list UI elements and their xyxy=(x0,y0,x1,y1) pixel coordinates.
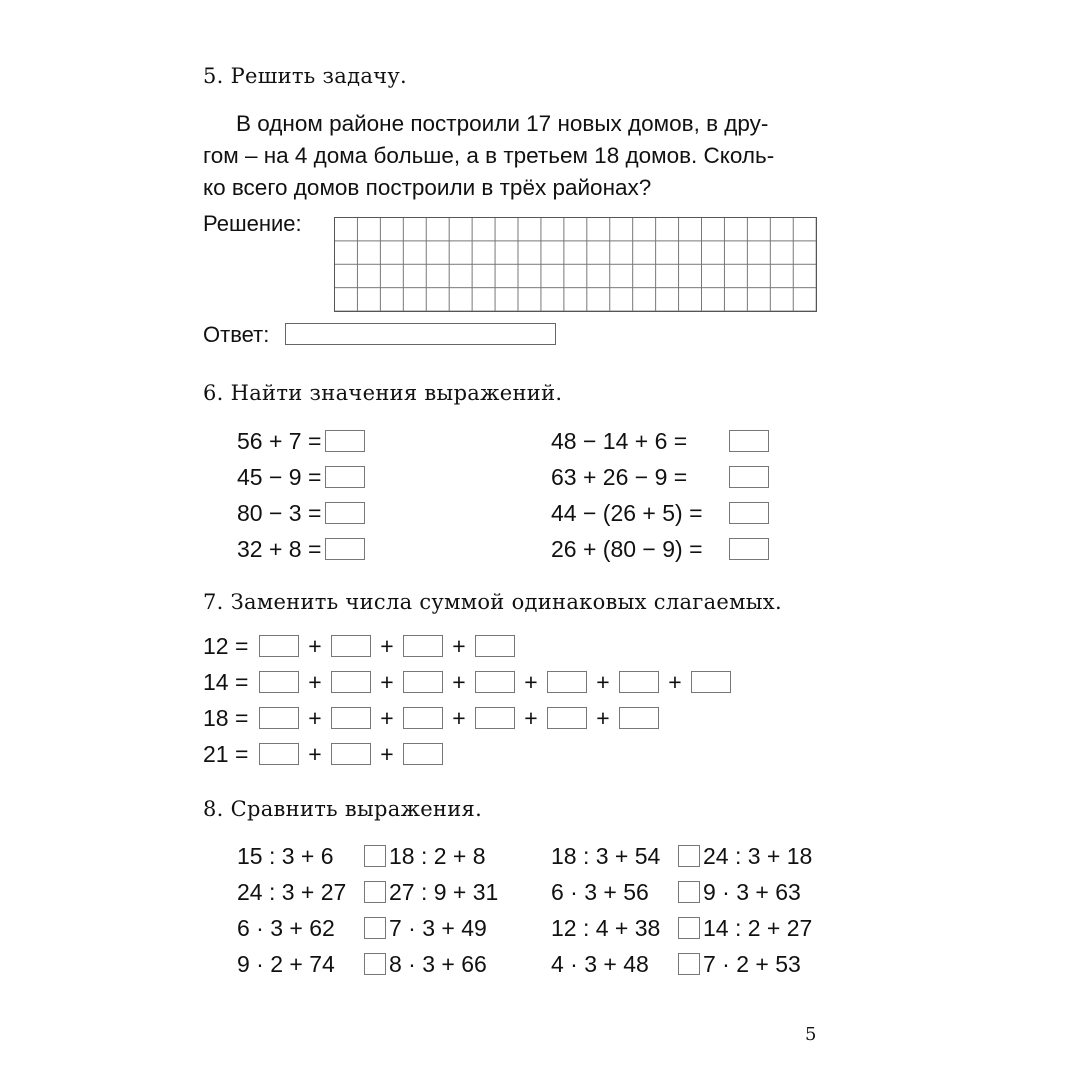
answer-label: Ответ: xyxy=(203,322,270,347)
expression-right: 24 : 3 + 18 xyxy=(703,842,813,869)
task8-left-column xyxy=(237,838,498,982)
expression-left: 4 · 3 + 48 xyxy=(551,950,649,977)
sum-row xyxy=(203,700,731,736)
problem-line: В одном районе построили 17 новых домов, в дру- xyxy=(236,111,769,136)
compare-sign-box[interactable] xyxy=(678,917,700,939)
plus-sign: + xyxy=(380,668,394,695)
expression: 80 − 3 = xyxy=(237,499,322,526)
plus-sign: + xyxy=(452,704,466,731)
compare-row xyxy=(237,946,498,982)
sum-number: 18 = xyxy=(203,704,249,731)
expression-row xyxy=(237,459,365,495)
addend-box[interactable] xyxy=(259,635,299,657)
expression-left: 9 · 2 + 74 xyxy=(237,950,335,977)
plus-sign: + xyxy=(380,740,394,767)
plus-sign: + xyxy=(452,668,466,695)
addend-box[interactable] xyxy=(475,671,515,693)
compare-row xyxy=(551,910,812,946)
compare-row xyxy=(237,910,498,946)
sum-row xyxy=(203,736,731,772)
answer-box[interactable] xyxy=(325,466,365,488)
addend-box[interactable] xyxy=(331,707,371,729)
expression-left: 12 : 4 + 38 xyxy=(551,914,661,941)
expression-right: 14 : 2 + 27 xyxy=(703,914,813,941)
answer-box[interactable] xyxy=(325,502,365,524)
expression: 45 − 9 = xyxy=(237,463,322,490)
solution-label: Решение: xyxy=(203,211,302,236)
sum-number: 12 = xyxy=(203,632,249,659)
expression-row xyxy=(237,495,365,531)
answer-box[interactable] xyxy=(325,538,365,560)
compare-sign-box[interactable] xyxy=(678,953,700,975)
problem-line: гом – на 4 дома больше, а в третьем 18 домов. Сколь- xyxy=(203,143,775,168)
plus-sign: + xyxy=(380,704,394,731)
task6-right-column xyxy=(551,423,769,567)
plus-sign: + xyxy=(596,704,610,731)
addend-box[interactable] xyxy=(619,707,659,729)
compare-row xyxy=(551,874,812,910)
problem-line: ко всего домов построили в трёх районах? xyxy=(203,175,652,200)
plus-sign: + xyxy=(452,632,466,659)
expression-row xyxy=(551,531,769,567)
expression: 44 − (26 + 5) = xyxy=(551,499,703,526)
answer-box[interactable] xyxy=(729,538,769,560)
answer-box[interactable] xyxy=(729,466,769,488)
expression-row xyxy=(551,459,769,495)
addend-box[interactable] xyxy=(331,671,371,693)
addend-box[interactable] xyxy=(403,743,443,765)
expression: 26 + (80 − 9) = xyxy=(551,535,703,562)
compare-sign-box[interactable] xyxy=(364,845,386,867)
expression-row xyxy=(551,423,769,459)
expression: 56 + 7 = xyxy=(237,427,322,454)
page-number: 5 xyxy=(805,1024,817,1045)
expression-right: 7 · 3 + 49 xyxy=(389,914,487,941)
expression-left: 6 · 3 + 62 xyxy=(237,914,335,941)
addend-box[interactable] xyxy=(547,671,587,693)
task7-rows xyxy=(203,628,731,772)
compare-sign-box[interactable] xyxy=(364,953,386,975)
addend-box[interactable] xyxy=(619,671,659,693)
compare-sign-box[interactable] xyxy=(364,881,386,903)
task5-title: 5. Решить задачу. xyxy=(203,64,407,88)
task8-title: 8. Сравнить выражения. xyxy=(203,797,483,821)
expression: 63 + 26 − 9 = xyxy=(551,463,688,490)
expression-right: 27 : 9 + 31 xyxy=(389,878,499,905)
expression: 32 + 8 = xyxy=(237,535,322,562)
task8-right-column xyxy=(551,838,812,982)
expression-right: 7 · 2 + 53 xyxy=(703,950,801,977)
addend-box[interactable] xyxy=(475,635,515,657)
sum-number: 21 = xyxy=(203,740,249,767)
sum-number: 14 = xyxy=(203,668,249,695)
compare-sign-box[interactable] xyxy=(678,881,700,903)
expression-row xyxy=(237,423,365,459)
sum-row xyxy=(203,664,731,700)
plus-sign: + xyxy=(596,668,610,695)
sum-row xyxy=(203,628,731,664)
addend-box[interactable] xyxy=(475,707,515,729)
solution-grid[interactable] xyxy=(334,217,817,312)
addend-box[interactable] xyxy=(331,635,371,657)
expression-left: 15 : 3 + 6 xyxy=(237,842,334,869)
expression-row xyxy=(551,495,769,531)
plus-sign: + xyxy=(524,704,538,731)
expression-right: 8 · 3 + 66 xyxy=(389,950,487,977)
addend-box[interactable] xyxy=(331,743,371,765)
addend-box[interactable] xyxy=(403,707,443,729)
plus-sign: + xyxy=(308,704,322,731)
addend-box[interactable] xyxy=(691,671,731,693)
plus-sign: + xyxy=(668,668,682,695)
plus-sign: + xyxy=(524,668,538,695)
task6-title: 6. Найти значения выражений. xyxy=(203,381,563,405)
answer-field[interactable] xyxy=(285,323,556,345)
plus-sign: + xyxy=(308,740,322,767)
expression-right: 9 · 3 + 63 xyxy=(703,878,801,905)
compare-row xyxy=(237,838,498,874)
answer-box[interactable] xyxy=(729,502,769,524)
addend-box[interactable] xyxy=(403,671,443,693)
answer-box[interactable] xyxy=(325,430,365,452)
expression-left: 18 : 3 + 54 xyxy=(551,842,661,869)
plus-sign: + xyxy=(380,632,394,659)
addend-box[interactable] xyxy=(547,707,587,729)
expression-right: 18 : 2 + 8 xyxy=(389,842,486,869)
plus-sign: + xyxy=(308,668,322,695)
task7-title: 7. Заменить числа суммой одинаковых слагаемых. xyxy=(203,590,782,614)
plus-sign: + xyxy=(308,632,322,659)
task5-problem xyxy=(203,108,843,204)
expression-row xyxy=(237,531,365,567)
compare-row xyxy=(551,838,812,874)
compare-row xyxy=(237,874,498,910)
expression: 48 − 14 + 6 = xyxy=(551,427,688,454)
addend-box[interactable] xyxy=(259,707,299,729)
expression-left: 24 : 3 + 27 xyxy=(237,878,347,905)
compare-sign-box[interactable] xyxy=(678,845,700,867)
addend-box[interactable] xyxy=(403,635,443,657)
expression-left: 6 · 3 + 56 xyxy=(551,878,649,905)
addend-box[interactable] xyxy=(259,743,299,765)
compare-row xyxy=(551,946,812,982)
compare-sign-box[interactable] xyxy=(364,917,386,939)
task6-left-column xyxy=(237,423,365,567)
addend-box[interactable] xyxy=(259,671,299,693)
answer-box[interactable] xyxy=(729,430,769,452)
